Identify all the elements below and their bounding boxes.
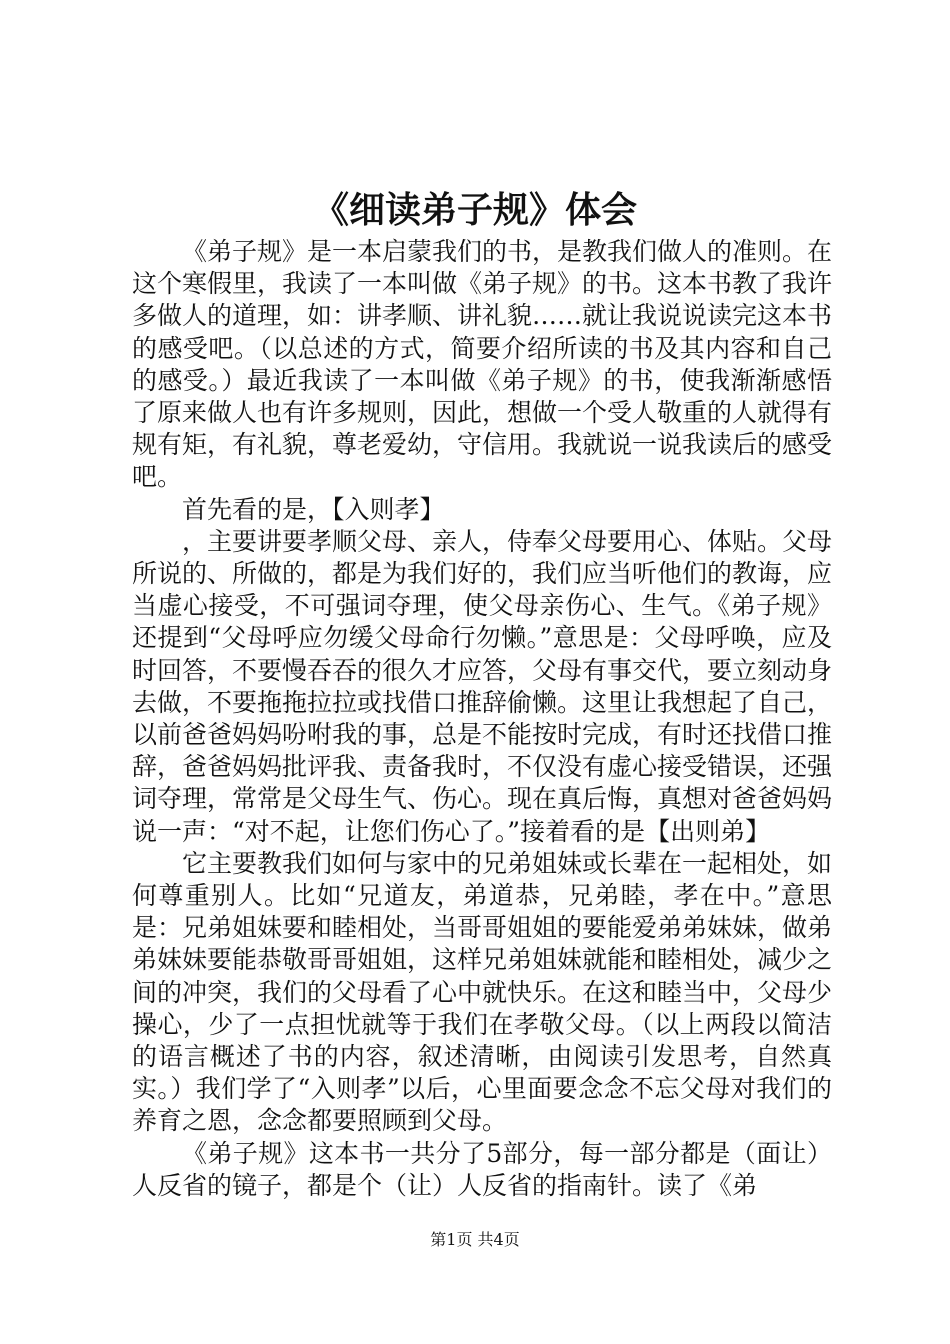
paragraph-2: 首先看的是，【入则孝】: [182, 494, 445, 524]
page-footer: 第1页 共4页: [430, 1230, 520, 1249]
paragraph-3: ，主要讲要孝顺父母、亲人，侍奉父母要用心、体贴。父母所说的、所做的，都是为我们好的，我们应当听他们的教诲，应当虚心接受，不可强词夺理，使父母亲伤心、生气。《弟子规》还提到“父母呼应勿缓父母命行勿懒。”意思是：父母呼唤，应及时回答，不要慢吞吞的很久才应答，父母有事交代，要立刻动身去做，不要拖拖拉拉或找借口推辞偷懒。这里让我想起了自己，以前爸爸妈妈吩咐我的事，总是不能按时完成，有时还找借口推辞，爸爸妈妈批评我、责备我时，不仅没有虚心接受错误，还强词夺理，常常是父母生气、伤心。现在真后悔，真想对爸爸妈妈说一声：“对不起，让您们伤心了。”接着看的是【出则弟】: [132, 526, 833, 846]
document-body: [132, 236, 832, 1202]
paragraph-5: 《弟子规》这本书一共分了5部分，每一部分都是（面让）人反省的镜子，都是个（让）人反省的指南针。读了《弟: [132, 1138, 832, 1200]
paragraph-1: 《弟子规》是一本启蒙我们的书，是教我们做人的准则。在这个寒假里，我读了一本叫做《弟子规》的书。这本书教了我许多做人的道理，如：讲孝顺、讲礼貌……就让我说说读完这本书的感受吧。（以总述的方式，简要介绍所读的书及其内容和自己的感受。）最近我读了一本叫做《弟子规》的书，使我渐渐感悟了原来做人也有许多规则，因此，想做一个受人敬重的人就得有规有矩，有礼貌，尊老爱幼，守信用。我就说一说我读后的感受吧。: [132, 237, 833, 492]
paragraph-4: 它主要教我们如何与家中的兄弟姐妹或长辈在一起相处，如何尊重别人。比如“兄道友，弟道恭，兄弟睦，孝在中。”意思是：兄弟姐妹要和睦相处，当哥哥姐姐的要能爱弟弟妹妹，做弟弟妹妹要能恭敬哥哥姐姐，这样兄弟姐妹就能和睦相处，减少之间的冲突，我们的父母看了心中就快乐。在这和睦当中，父母少操心，少了一点担忧就等于我们在孝敬父母。（以上两段以简洁的语言概述了书的内容，叙述清晰，由阅读引发思考，自然真实。）我们学了“入则孝”以后，心里面要念念不忘父母对我们的养育之恩，念念都要照顾到父母。: [132, 848, 833, 1136]
document-title: 《细读弟子规》体会: [312, 189, 637, 231]
